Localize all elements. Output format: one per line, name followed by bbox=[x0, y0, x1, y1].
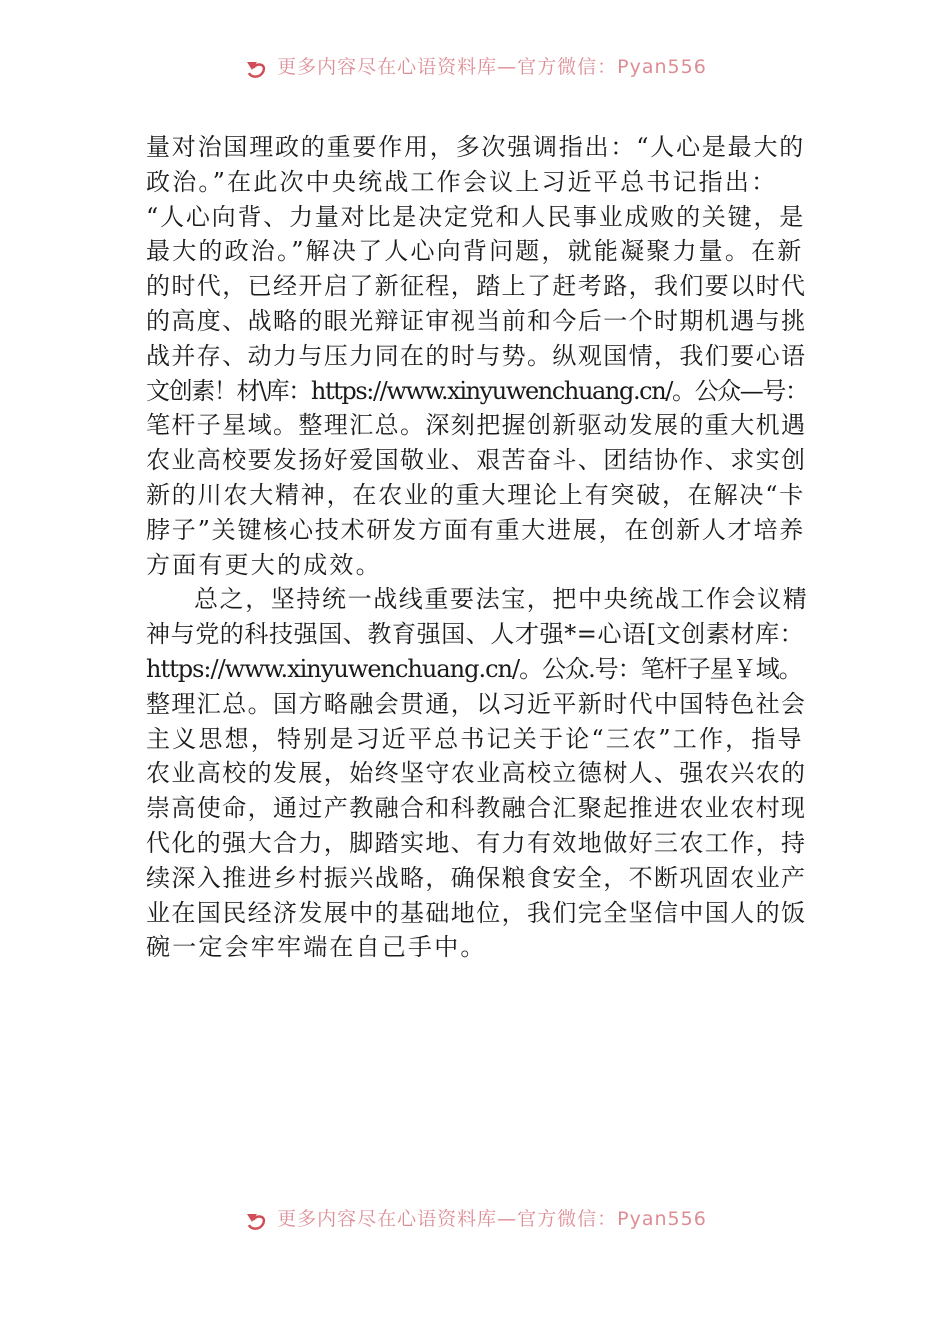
paragraph-line: 业在国民经济发展中的基础地位，我们完全坚信中国人的饭 bbox=[146, 898, 807, 927]
paragraph-line: 最大的政治。”解决了人心向背问题，就能凝聚力量。在新 bbox=[146, 237, 804, 266]
watermark-text: 更多内容尽在心语资料库—官方微信：Pyan556 bbox=[277, 55, 707, 78]
paragraph-line: 农业高校的发展，始终坚守农业高校立德树人、强农兴农的 bbox=[146, 759, 807, 788]
watermark-text: 更多内容尽在心语资料库—官方微信：Pyan556 bbox=[277, 1207, 707, 1230]
paragraph-line: 神与党的科技强国、教育强国、人才强*=心语[文创素材库： bbox=[146, 620, 805, 649]
paragraph-line: 脖子”关键核心技术研发方面有重大进展，在创新人才培养 bbox=[146, 515, 806, 544]
paragraph-line: 崇高使命，通过产教融合和科教融合汇聚起推进农业农村现 bbox=[146, 794, 807, 823]
paragraph-line: 总之，坚持统一战线重要法宝，把中央统战工作会议精 bbox=[194, 585, 809, 614]
paragraph-line: 战并存、动力与压力同在的时与势。纵观国情，我们要心语 bbox=[146, 341, 807, 370]
paragraph-line: 的时代，已经开启了新征程，踏上了赶考路，我们要以时代 bbox=[146, 272, 807, 301]
header-watermark bbox=[0, 54, 950, 84]
paragraph-line: 量对治国理政的重要作用，多次强调指出：“人心是最大的 bbox=[146, 133, 806, 161]
paragraph-line: 文创素！材\库：https://www.xinyuwenchuang.cn/。公众—号： bbox=[146, 376, 808, 405]
paragraph-line: “人心向背、力量对比是决定党和人民事业成败的关键，是 bbox=[146, 202, 806, 231]
paragraph-line: https://www.xinyuwenchuang.cn/。公众.号：笔杆子星￥域。 bbox=[146, 654, 802, 683]
paragraph-line: 新的川农大精神，在农业的重大理论上有突破，在解决“卡 bbox=[146, 480, 806, 509]
paragraph-line: 的高度、战略的眼光辩证审视当前和今后一个时期机遇与挑 bbox=[146, 306, 807, 335]
watermark-logo-icon bbox=[243, 1210, 269, 1232]
paragraph-line: 方面有更大的成效。 bbox=[146, 550, 382, 579]
watermark-logo-icon bbox=[243, 58, 269, 80]
paragraph-line: 续深入推进乡村振兴战略，确保粮食安全，不断巩固农业产 bbox=[146, 863, 807, 892]
footer-watermark bbox=[0, 1206, 950, 1236]
paragraph-line: 笔杆子星域。整理汇总。深刻把握创新驱动发展的重大机遇 bbox=[146, 411, 807, 440]
paragraph-line: 碗一定会牢牢端在自己手中。 bbox=[146, 933, 487, 962]
paragraph-line: 代化的强大合力，脚踏实地、有力有效地做好三农工作，持 bbox=[146, 828, 807, 857]
paragraph-line: 整理汇总。国方略融会贯通，以习近平新时代中国特色社会 bbox=[146, 689, 807, 718]
paragraph-line: 主义思想，特别是习近平总书记关于论“三农”工作，指导 bbox=[146, 724, 804, 753]
paragraph-line: 政治。”在此次中央统战工作会议上习近平总书记指出： bbox=[146, 167, 778, 196]
document-body bbox=[146, 130, 808, 965]
paragraph-line: 农业高校要发扬好爱国敬业、艰苦奋斗、团结协作、求实创 bbox=[146, 446, 807, 475]
